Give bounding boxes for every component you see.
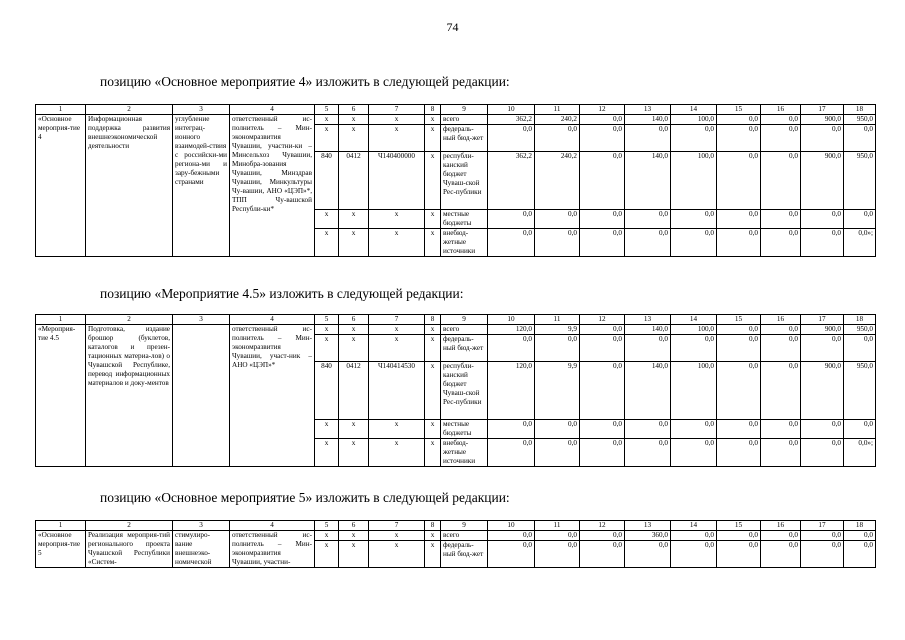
cell-c6: 0412 [339,152,369,210]
measure-name: «Мероприя-тие 4.5 [36,325,86,467]
measure-name: «Основное мероприя-тие 4 [36,115,86,257]
funding-source: республи-канский бюджет Чуваш-ской Рес-публики [441,362,488,420]
cell-c5: x [315,210,339,229]
column-number: 12 [580,315,625,325]
value-cell: 0,0 [580,229,625,257]
column-number: 17 [801,315,844,325]
value-cell: 0,0 [580,531,625,541]
table-row [36,531,876,541]
column-number: 13 [625,521,671,531]
column-number: 18 [844,105,876,115]
column-number: 5 [315,105,339,115]
column-number-row [36,105,876,115]
value-cell: 240,2 [535,152,580,210]
cell-c5: x [315,420,339,439]
funding-source: местные бюджеты [441,420,488,439]
column-number: 1 [36,105,86,115]
value-cell: 100,0 [671,152,717,210]
table-row [36,325,876,335]
column-number: 13 [625,105,671,115]
value-cell: 140,0 [625,152,671,210]
value-cell: 0,0 [717,531,761,541]
cell-c5: x [315,229,339,257]
cell-c7: x [369,115,425,125]
value-cell: 0,0 [580,420,625,439]
value-cell: 0,0 [717,210,761,229]
page-number: 74 [446,20,459,34]
cell-c8: x [425,325,441,335]
value-cell: 0,0 [717,325,761,335]
column-number: 7 [369,105,425,115]
column-number: 9 [441,315,488,325]
column-number: 4 [230,315,315,325]
measure-title: Реализация мероприя-тий регионального проекта Чувашской Республики «Систем- [86,531,173,568]
value-cell: 0,0 [535,229,580,257]
value-cell: 0,0 [761,541,801,568]
value-cell: 0,0 [671,439,717,467]
column-number: 2 [86,521,173,531]
value-cell: 9,9 [535,325,580,335]
column-number: 17 [801,105,844,115]
value-cell: 0,0 [717,152,761,210]
column-number: 9 [441,105,488,115]
cell-c6: x [339,420,369,439]
measure-title: Подготовка, издание брошюр (буклетов, каталогов и презен-тационных материа-лов) о Чувашской Республике, перевод информационных материалов и доку-ментов [86,325,173,467]
column-number: 12 [580,521,625,531]
column-number-row [36,315,876,325]
column-number: 8 [425,315,441,325]
column-number: 14 [671,105,717,115]
column-number-row [36,521,876,531]
measure-goal: стимулиро-вание внешнеэко-номической [173,531,230,568]
value-cell: 0,0 [801,541,844,568]
cell-c7: x [369,439,425,467]
value-cell: 0,0 [488,125,535,152]
value-cell: 0,0 [801,229,844,257]
value-cell: 0,0 [717,541,761,568]
value-cell: 0,0 [535,541,580,568]
value-cell: 0,0 [488,439,535,467]
value-cell: 0,0 [535,210,580,229]
cell-c6: x [339,125,369,152]
value-cell: 0,0 [580,439,625,467]
funding-source: всего [441,115,488,125]
value-cell: 900,0 [801,325,844,335]
value-cell: 120,0 [488,362,535,420]
value-cell: 240,2 [535,115,580,125]
value-cell: 0,0 [717,420,761,439]
column-number: 16 [761,315,801,325]
cell-c8: x [425,420,441,439]
funding-source: местные бюджеты [441,210,488,229]
table-row [36,115,876,125]
value-cell: 0,0 [844,210,876,229]
value-cell: 950,0 [844,325,876,335]
value-cell: 140,0 [625,115,671,125]
value-cell: 0,0 [761,210,801,229]
value-cell: 0,0 [671,420,717,439]
cell-c7: x [369,210,425,229]
funding-source: федераль-ный бюд-жет [441,125,488,152]
value-cell: 0,0 [580,152,625,210]
value-cell: 0,0 [580,335,625,362]
value-cell: 0,0 [717,335,761,362]
column-number: 7 [369,521,425,531]
value-cell: 0,0 [580,362,625,420]
cell-c5: 840 [315,152,339,210]
budget-table [35,520,876,568]
value-cell: 950,0 [844,115,876,125]
column-number: 8 [425,521,441,531]
column-number: 18 [844,521,876,531]
value-cell: 0,0»; [844,439,876,467]
column-number: 6 [339,105,369,115]
section-heading: позицию «Мероприятие 4.5» изложить в следующей редакции: [100,286,464,301]
funding-source: всего [441,531,488,541]
column-number: 10 [488,315,535,325]
value-cell: 0,0 [844,541,876,568]
value-cell: 0,0 [801,420,844,439]
value-cell: 0,0 [717,125,761,152]
cell-c7: x [369,325,425,335]
column-number: 3 [173,521,230,531]
value-cell: 0,0 [580,115,625,125]
cell-c8: x [425,439,441,467]
budget-table [35,104,876,257]
value-cell: 0,0 [625,541,671,568]
column-number: 3 [173,105,230,115]
cell-c5: x [315,541,339,568]
cell-c5: x [315,115,339,125]
funding-source: республи-канский бюджет Чуваш-ской Рес-публики [441,152,488,210]
column-number: 17 [801,521,844,531]
measure-title: Информационная поддержка развития внешнеэкономической деятельности [86,115,173,257]
column-number: 4 [230,105,315,115]
value-cell: 0,0 [844,335,876,362]
value-cell: 0,0 [761,531,801,541]
value-cell: 900,0 [801,115,844,125]
value-cell: 0,0 [761,420,801,439]
value-cell: 0,0 [761,125,801,152]
cell-c5: 840 [315,362,339,420]
funding-source: внебюд-жетные источники [441,439,488,467]
value-cell: 0,0 [625,125,671,152]
cell-c7: x [369,420,425,439]
value-cell: 0,0 [801,210,844,229]
value-cell: 0,0 [761,152,801,210]
value-cell: 0,0 [535,125,580,152]
column-number: 13 [625,315,671,325]
cell-c6: x [339,541,369,568]
value-cell: 0,0 [717,439,761,467]
value-cell: 0,0 [671,335,717,362]
measure-goal [173,325,230,467]
column-number: 2 [86,105,173,115]
cell-c7: x [369,541,425,568]
value-cell: 360,0 [625,531,671,541]
value-cell: 0,0 [671,229,717,257]
measure-goal: углубление интеграц-ионного взаимодей-ствия с российски-ми региона-ми и зару-бежными странами [173,115,230,257]
value-cell: 0,0 [844,420,876,439]
cell-c5: x [315,439,339,467]
cell-c7: Ч140400000 [369,152,425,210]
column-number: 5 [315,521,339,531]
column-number: 4 [230,521,315,531]
funding-source: внебюд-жетные источники [441,229,488,257]
column-number: 11 [535,105,580,115]
measure-executor: ответственный ис-полнитель – Мин-экономразвития Чувашии, участни-ки – Минсельхоз Чувашии, Минобра-зования Чувашии, Минздрав Чувашии, Минкультуры Чу-вашии, АНО «ЦЭП»*, ТПП Чу-вашской Республи-ки* [230,115,315,257]
value-cell: 100,0 [671,362,717,420]
cell-c5: x [315,125,339,152]
value-cell: 0,0 [801,531,844,541]
value-cell: 0,0 [535,439,580,467]
value-cell: 0,0 [488,531,535,541]
value-cell: 0,0 [671,210,717,229]
value-cell: 0,0 [844,531,876,541]
column-number: 15 [717,315,761,325]
column-number: 14 [671,315,717,325]
value-cell: 950,0 [844,362,876,420]
value-cell: 900,0 [801,152,844,210]
cell-c5: x [315,335,339,362]
value-cell: 0,0 [625,420,671,439]
column-number: 5 [315,315,339,325]
value-cell: 0,0 [580,125,625,152]
column-number: 18 [844,315,876,325]
value-cell: 0,0 [671,531,717,541]
column-number: 3 [173,315,230,325]
value-cell: 0,0 [580,210,625,229]
value-cell: 0,0 [625,210,671,229]
cell-c6: x [339,439,369,467]
value-cell: 0,0 [761,325,801,335]
value-cell: 0,0 [761,115,801,125]
value-cell: 100,0 [671,325,717,335]
column-number: 15 [717,521,761,531]
value-cell: 0,0 [717,115,761,125]
value-cell: 100,0 [671,115,717,125]
measure-executor: ответственный ис-полнитель – Мин-экономразвития Чувашии, участни- [230,531,315,568]
cell-c7: x [369,229,425,257]
column-number: 10 [488,521,535,531]
value-cell: 0,0 [488,541,535,568]
value-cell: 0,0 [761,362,801,420]
value-cell: 0,0 [801,125,844,152]
value-cell: 0,0 [625,439,671,467]
column-number: 16 [761,105,801,115]
cell-c8: x [425,152,441,210]
cell-c8: x [425,229,441,257]
value-cell: 140,0 [625,362,671,420]
value-cell: 0,0 [801,335,844,362]
cell-c6: x [339,335,369,362]
cell-c8: x [425,210,441,229]
value-cell: 0,0 [535,420,580,439]
column-number: 7 [369,315,425,325]
column-number: 12 [580,105,625,115]
cell-c5: x [315,325,339,335]
cell-c6: x [339,115,369,125]
cell-c7: x [369,335,425,362]
column-number: 6 [339,521,369,531]
cell-c6: x [339,229,369,257]
column-number: 10 [488,105,535,115]
cell-c8: x [425,125,441,152]
value-cell: 900,0 [801,362,844,420]
value-cell: 0,0 [671,541,717,568]
column-number: 6 [339,315,369,325]
cell-c6: x [339,210,369,229]
value-cell: 950,0 [844,152,876,210]
section-heading: позицию «Основное мероприятие 5» изложить в следующей редакции: [100,490,510,505]
cell-c8: x [425,541,441,568]
value-cell: 0,0 [761,229,801,257]
column-number: 1 [36,315,86,325]
value-cell: 0,0 [844,125,876,152]
value-cell: 0,0 [488,420,535,439]
cell-c5: x [315,531,339,541]
budget-table [35,314,876,467]
value-cell: 0,0»; [844,229,876,257]
cell-c7: x [369,531,425,541]
column-number: 1 [36,521,86,531]
value-cell: 0,0 [535,531,580,541]
value-cell: 0,0 [671,125,717,152]
column-number: 11 [535,315,580,325]
cell-c7: x [369,125,425,152]
cell-c8: x [425,531,441,541]
cell-c6: x [339,325,369,335]
column-number: 8 [425,105,441,115]
column-number: 11 [535,521,580,531]
funding-source: всего [441,325,488,335]
value-cell: 0,0 [488,335,535,362]
value-cell: 0,0 [761,439,801,467]
measure-executor: ответственный ис-полнитель – Мин-экономразвития Чувашии, участ-ник – АНО «ЦЭП»* [230,325,315,467]
value-cell: 120,0 [488,325,535,335]
value-cell: 0,0 [761,335,801,362]
column-number: 2 [86,315,173,325]
cell-c6: x [339,531,369,541]
funding-source: федераль-ный бюд-жет [441,541,488,568]
value-cell: 362,2 [488,152,535,210]
value-cell: 0,0 [488,229,535,257]
column-number: 9 [441,521,488,531]
value-cell: 0,0 [580,541,625,568]
cell-c8: x [425,335,441,362]
funding-source: федераль-ный бюд-жет [441,335,488,362]
value-cell: 0,0 [717,229,761,257]
value-cell: 0,0 [535,335,580,362]
cell-c8: x [425,115,441,125]
value-cell: 0,0 [580,325,625,335]
value-cell: 0,0 [488,210,535,229]
section-heading: позицию «Основное мероприятие 4» изложить в следующей редакции: [100,74,510,89]
cell-c6: 0412 [339,362,369,420]
value-cell: 0,0 [625,335,671,362]
column-number: 15 [717,105,761,115]
measure-name: «Основное мероприя-тие 5 [36,531,86,568]
value-cell: 140,0 [625,325,671,335]
column-number: 14 [671,521,717,531]
column-number: 16 [761,521,801,531]
value-cell: 9,9 [535,362,580,420]
value-cell: 362,2 [488,115,535,125]
value-cell: 0,0 [717,362,761,420]
value-cell: 0,0 [801,439,844,467]
cell-c7: Ч140414530 [369,362,425,420]
value-cell: 0,0 [625,229,671,257]
cell-c8: x [425,362,441,420]
